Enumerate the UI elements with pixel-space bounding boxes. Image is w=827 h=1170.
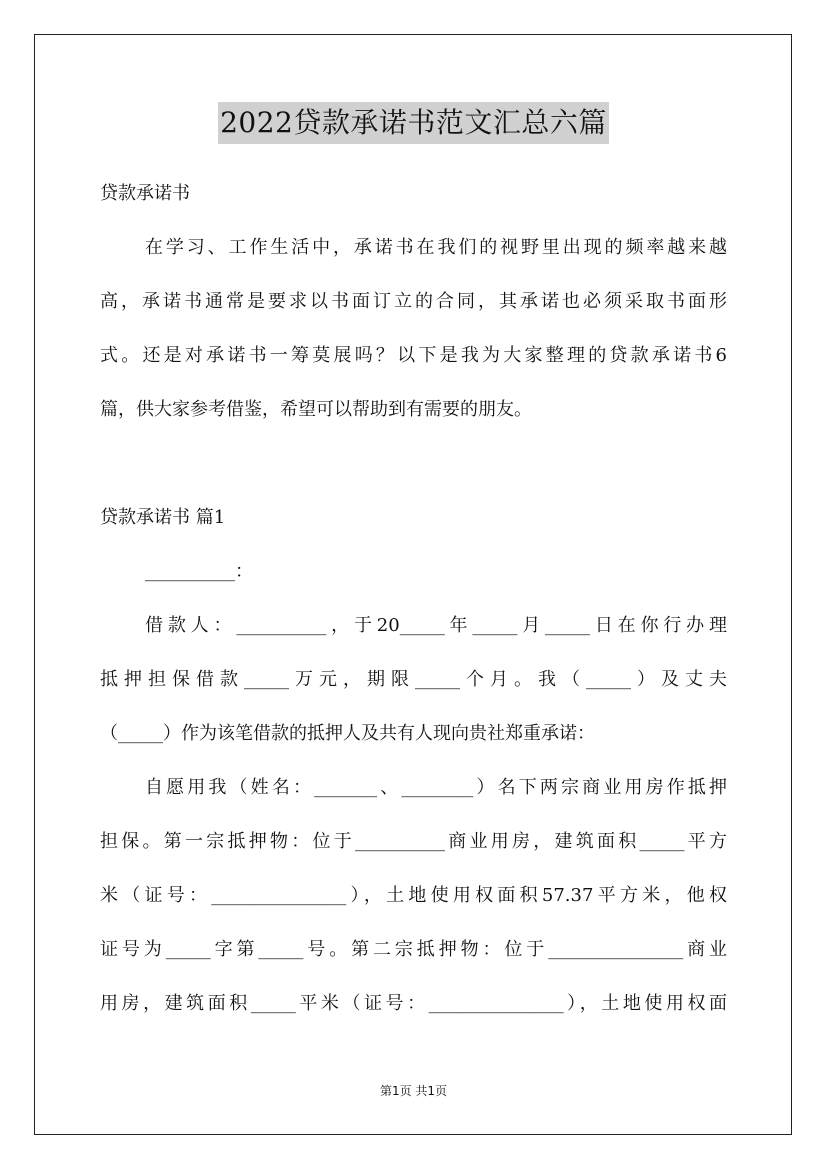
body-line-7: 证号为_____字第_____号。第二宗抵押物：位于_______________商业 — [100, 939, 727, 960]
body-line-1: 借款人：__________，于20_____年_____月_____日在你行办理 — [145, 615, 727, 636]
intro-line-2: 高，承诺书通常是要求以书面订立的合同，其承诺也必须采取书面形 — [100, 291, 727, 312]
addressee-line: __________： — [145, 561, 253, 582]
body-line-6: 米（证号：_______________），土地使用权面积57.37平方米，他权 — [100, 885, 727, 906]
part1-heading: 贷款承诺书 篇1 — [100, 507, 226, 528]
body-line-8: 用房，建筑面积_____平米（证号：_______________），土地使用权面 — [100, 993, 727, 1014]
body-line-5: 担保。第一宗抵押物：位于__________商业用房，建筑面积_____平方 — [100, 831, 727, 852]
page-footer: 第1页 共1页 — [379, 1084, 448, 1098]
document-title: 2022贷款承诺书范文汇总六篇 — [218, 102, 609, 144]
intro-line-1: 在学习、工作生活中，承诺书在我们的视野里出现的频率越来越 — [145, 237, 727, 258]
body-line-3: （_____）作为该笔借款的抵押人及共有人现向贵社郑重承诺： — [100, 723, 595, 744]
title-container — [0, 102, 827, 144]
body-line-2: 抵押担保借款_____万元，期限_____个月。我（_____）及丈夫 — [100, 669, 727, 690]
body-line-4: 自愿用我（姓名：_______、________）名下两宗商业用房作抵押 — [145, 777, 727, 798]
intro-line-4: 篇，供大家参考借鉴，希望可以帮助到有需要的朋友。 — [100, 399, 532, 420]
intro-line-3: 式。还是对承诺书一筹莫展吗？以下是我为大家整理的贷款承诺书6 — [100, 345, 727, 366]
section-heading: 贷款承诺书 — [100, 183, 190, 204]
